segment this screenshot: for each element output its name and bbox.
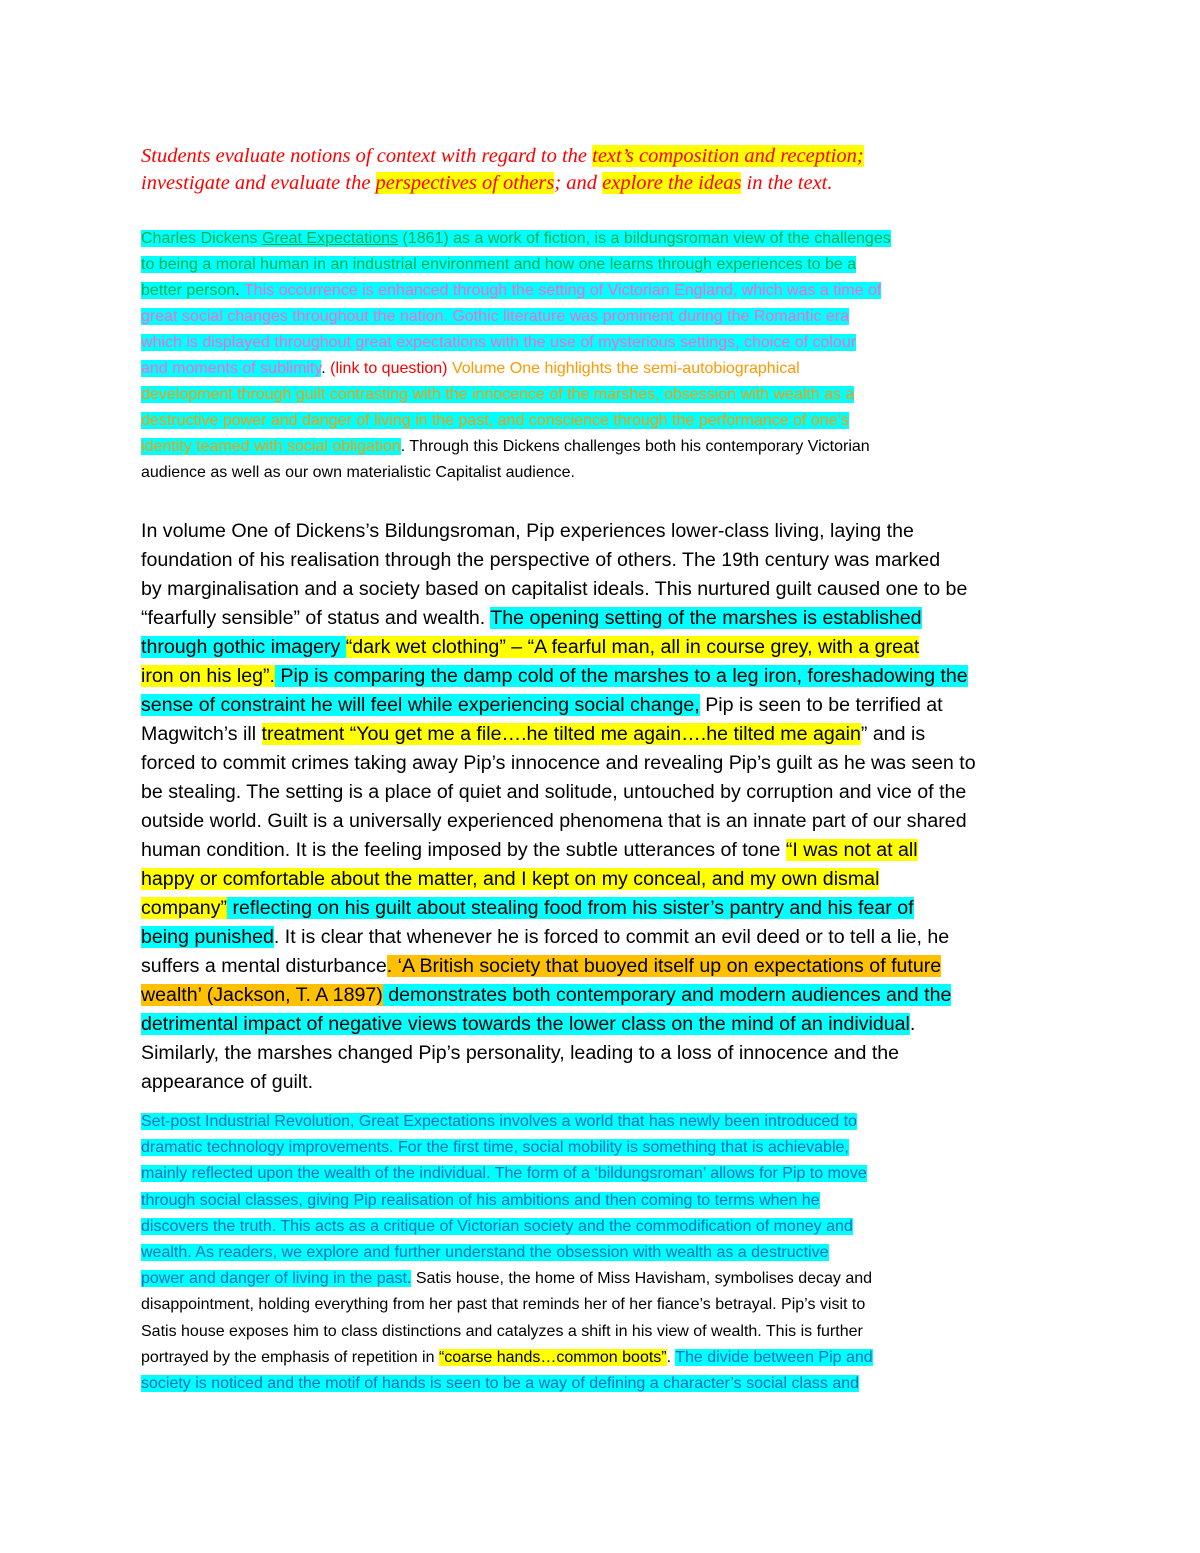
highlighted-text-run: sense of constraint he will feel while experiencing social change, [141, 694, 700, 716]
highlighted-text-run: Great Expectations [261, 230, 399, 247]
text-line [141, 143, 864, 170]
highlighted-text-run: which is displayed throughout great expectations with the use of mysterious settings, choice of colour [141, 334, 857, 351]
text-line [141, 575, 967, 604]
highlighted-text-run: happy or comfortable about the matter, and I kept on my conceal, and my own dismal [141, 868, 880, 890]
highlighted-text-run: iron on his leg”. [141, 665, 275, 687]
highlighted-text-run: treatment “You get me a file….he tilted me again….he tilted me again [261, 723, 861, 745]
text-run: ” and is [860, 723, 926, 745]
text-line [141, 807, 967, 836]
text-run: in the text. [741, 172, 833, 194]
text-run: Similarly, the marshes changed Pip’s personality, leading to a loss of innocence and the [141, 1042, 900, 1064]
text-run: (link to question) [330, 360, 448, 377]
text-line [141, 1068, 313, 1097]
text-run: by marginalisation and a society based on capitalist ideals. This nurtured guilt caused one to be [141, 578, 968, 600]
text-line [141, 382, 854, 408]
text-line [141, 1161, 867, 1187]
text-line [141, 278, 881, 304]
text-run: human condition. It is the feeling imposed by the subtle utterances of tone [141, 839, 786, 861]
text-line [141, 460, 575, 486]
text-run: foundation of his realisation through the perspective of others. The 19th century was marked [141, 549, 941, 571]
text-run: portrayed by the emphasis of repetition in [141, 1348, 439, 1366]
text-run: . [666, 1348, 676, 1366]
highlighted-text-run: . ‘A British society that buoyed itself up on expectations of future [386, 955, 942, 977]
text-run: be stealing. The setting is a place of quiet and solitude, untouched by corruption and vice of the [141, 781, 967, 803]
text-run: disappointment, holding everything from her past that reminds her of her fiance’s betrayal. Pip’s visit to [141, 1296, 866, 1314]
highlighted-text-run: The divide between Pip and [675, 1348, 873, 1366]
text-run: suffers a mental disturbance [141, 955, 387, 977]
text-line [141, 778, 966, 807]
text-line [141, 1371, 859, 1397]
highlighted-text-run: demonstrates both contemporary and modern audiences and the [382, 984, 952, 1006]
highlighted-text-run: reflecting on his guilt about stealing food from his sister’s pantry and his fear of [227, 897, 914, 919]
text-line [141, 865, 879, 894]
text-line [141, 434, 870, 460]
highlighted-text-run: through gothic imagery [141, 636, 346, 658]
text-line [141, 1266, 872, 1292]
text-line [141, 633, 919, 662]
text-line [141, 749, 976, 778]
text-line [141, 1109, 857, 1135]
highlighted-text-run: “I was not at all [785, 839, 918, 861]
text-line [141, 546, 940, 575]
highlighted-text-run: society is noticed and the motif of hands is seen to be a way of defining a character’s social class and [141, 1374, 860, 1392]
text-run: forced to commit crimes taking away Pip’s innocence and revealing Pip’s guilt as he was seen to [141, 752, 976, 774]
text-run: . [321, 360, 331, 377]
text-line [141, 330, 856, 356]
text-run: . It is clear that whenever he is forced to commit an evil deed or to tell a lie, he [273, 926, 950, 948]
text-line [141, 1240, 829, 1266]
highlighted-text-run: discovers the truth. This acts as a critique of Victorian society and the commodification of money and [141, 1217, 853, 1235]
text-line [141, 252, 856, 278]
highlighted-text-run: better person [141, 282, 236, 299]
highlighted-text-run: (1861) as a work of fiction, is a bildungsroman view of the challenges [398, 230, 891, 247]
text-line [141, 720, 925, 749]
highlighted-text-run: explore the ideas [602, 172, 742, 194]
highlighted-text-run: detrimental impact of negative views towards the lower class on the mind of an individual [141, 1013, 910, 1035]
highlighted-text-run: Pip is comparing the damp cold of the marshes to a leg iron, foreshadowing the [274, 665, 968, 687]
text-line [141, 662, 968, 691]
highlighted-text-run: The opening setting of the marshes is established [490, 607, 922, 629]
highlighted-text-run: company” [141, 897, 228, 919]
text-run: . Through this Dickens challenges both his contemporary Victorian [400, 438, 870, 455]
text-run: “fearfully sensible” of status and wealth. [141, 607, 491, 629]
text-line [141, 923, 949, 952]
text-run: Satis house exposes him to class distinctions and catalyzes a shift in his view of wealth. This is further [141, 1322, 863, 1340]
text-line [141, 1188, 820, 1214]
highlighted-text-run: “dark wet clothing” – “A fearful man, all in course grey, with a great [345, 636, 920, 658]
text-line [141, 1039, 899, 1068]
highlighted-text-run: Charles Dickens [141, 230, 262, 247]
highlighted-text-run: “coarse hands…common boots” [438, 1348, 667, 1366]
text-line [141, 517, 914, 546]
text-run: Magwitch’s ill [141, 723, 262, 745]
text-line [141, 604, 922, 633]
highlighted-text-run: destructive power and danger of living in the past, and conscience through the performance of one’s [141, 412, 849, 429]
text-line [141, 952, 941, 981]
text-line [141, 226, 891, 252]
highlighted-text-run: As readers, we explore and further understand the obsession with wealth as a destructive [191, 1243, 829, 1261]
highlighted-text-run: being punished [141, 926, 274, 948]
highlighted-text-run: and moments of sublimity [141, 360, 322, 377]
text-line [141, 304, 849, 330]
text-line [141, 1292, 865, 1318]
highlighted-text-run: through social classes, giving Pip realisation of his ambitions and then coming to terms when he [141, 1191, 820, 1209]
text-line [141, 836, 918, 865]
highlighted-text-run: Set-post Industrial Revolution, Great Expectations involves a world that has newly been introduced to [141, 1113, 857, 1130]
highlighted-text-run: text’s composition and reception; [592, 145, 864, 167]
highlighted-text-run: to being a moral human in an industrial environment and how one learns through experiences to be a [141, 256, 857, 273]
text-line [141, 894, 914, 923]
text-line [141, 691, 943, 720]
text-run: Volume One highlights the semi-autobiographical [447, 360, 800, 377]
highlighted-text-run: This occurrence is enhanced through the setting of Victorian England, which was a time of [239, 282, 882, 299]
text-run: Satis house, the home of Miss Havisham, symbolises decay and [411, 1270, 873, 1288]
text-run: appearance of guilt. [141, 1071, 314, 1093]
highlighted-text-run: identity teamed with social obligation [141, 438, 401, 455]
highlighted-text-run: power and danger of living in the past. [141, 1270, 412, 1288]
text-line [141, 1345, 873, 1371]
text-line [141, 981, 951, 1010]
text-run: audience as well as our own materialistic Capitalist audience. [141, 464, 575, 481]
highlighted-text-run: development through [141, 386, 296, 403]
highlighted-text-run: guilt contrasting with the innocence of the marshes, obsession with wealth as a [295, 386, 855, 403]
text-run: ; and [554, 172, 603, 194]
text-line [141, 408, 849, 434]
text-run: investigate and evaluate the [141, 172, 376, 194]
highlighted-text-run: . [235, 282, 240, 299]
text-line [141, 1214, 853, 1240]
text-run: Students evaluate notions of context with regard to the [141, 145, 593, 167]
highlighted-text-run: mainly reflected upon the wealth of the individual. The form of a ‘bildungsroman’ allows for Pip to move [141, 1165, 867, 1183]
highlighted-text-run: wealth’ (Jackson, T. A 1897) [141, 984, 383, 1006]
text-run: In volume One of Dickens’s Bildungsroman, Pip experiences lower-class living, laying the [141, 520, 914, 542]
text-line [141, 1135, 849, 1161]
text-line [141, 170, 833, 197]
highlighted-text-run: great social changes throughout the nation. Gothic literature was prominent during the Romantic era [141, 308, 849, 325]
text-line [141, 1010, 915, 1039]
highlighted-text-run: wealth. [141, 1243, 192, 1261]
text-run: Pip is seen to be terrified at [699, 694, 943, 716]
text-line [141, 1319, 863, 1345]
text-run: . [909, 1013, 916, 1035]
text-line [141, 356, 800, 382]
highlighted-text-run: dramatic technology improvements. For the first time, social mobility is something that is achievable, [141, 1139, 849, 1157]
text-run: outside world. Guilt is a universally experienced phenomena that is an innate part of our shared [141, 810, 967, 832]
highlighted-text-run: perspectives of others [375, 172, 555, 194]
